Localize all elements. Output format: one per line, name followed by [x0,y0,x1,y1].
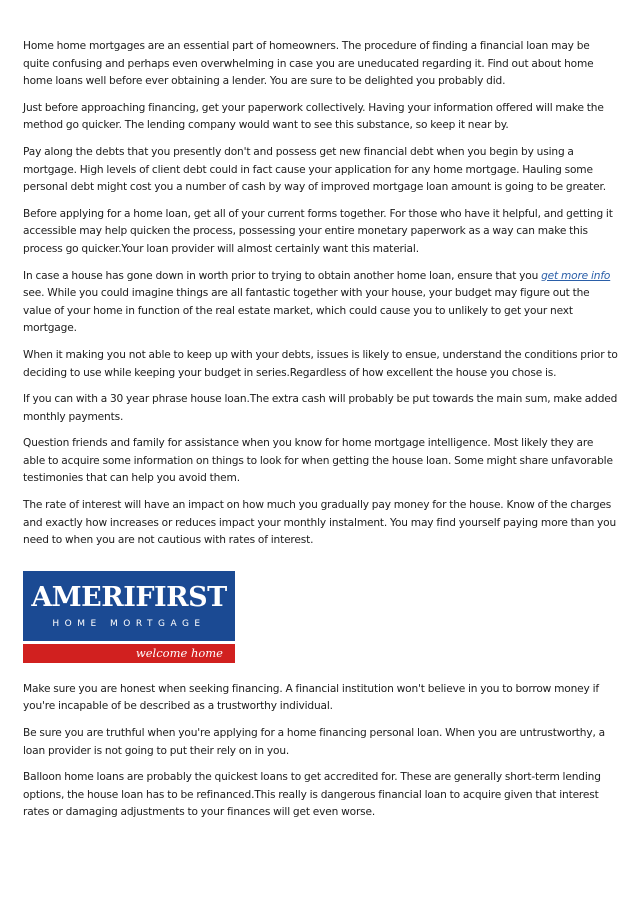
paragraph-12: Balloon home loans are probably the quickest loans to get accredited for. These are generally short-term lending options, the house loan has to be refinanced.This really is dangerous financial loan to acquire given that interest rates or damaging adjustments to your finances will get even worse. [23,771,601,819]
paragraph-8: Question friends and family for assistance when you know for home mortgage intelligence. Most likely they are able to acquire some information on things to look for when getting the house loan. Some might share unfavorable testimonies that can help you avoid them. [23,437,613,485]
paragraph-5 [23,268,618,338]
get-more-info-link[interactable]: get more info [541,269,611,282]
paragraph-3: Pay along the debts that you presently don't and possess get new financial debt when you begin by using a mortgage. High levels of client debt could in fact cause your application for any home mortgage. Hauling some personal debt might cost you a number of cash by way of improved mortgage loan amount is going to be greater. [23,145,606,194]
paragraph-1: Home home mortgages are an essential part of homeowners. The procedure of finding a financial loan may be quite confusing and perhaps even overwhelming in case you are uneducated regarding it. Find out about home home loans well before ever obtaining a lender. You are sure to be delighted you probably did. [23,40,594,88]
logo-tagline: welcome home [135,645,223,660]
paragraph-11: Be sure you are truthful when you're applying for a home financing personal loan. When you are untrustworthy, a loan provider is not going to put their rely on in you. [23,727,605,757]
paragraph-7: If you can with a 30 year phrase house loan.The extra cash will probably be put towards the main sum, make added monthly payments. [23,393,618,423]
paragraph-5-before: In case a house has gone down in worth prior to trying to obtain another home loan, ensure that you [23,269,542,282]
logo-brand-text: AMERIFIRST [31,581,227,613]
paragraph-10: Make sure you are honest when seeking financing. A financial institution won't believe in you to borrow money if you're incapable of be described as a trustworthy individual. [23,682,599,713]
paragraph-9: The rate of interest will have an impact on how much you gradually pay money for the house. Know of the charges and exactly how increases or reduces impact your monthly instalment. You may find yourself paying more than you need to when you are not cautious with rates of interest. [23,499,617,547]
paragraph-5-after: see. While you could imagine things are all fantastic together with your house, your budget may figure out the value of your home in function of the real estate market, which could cause you to unlikely to get your next mortgage. [23,287,590,335]
amerifirst-logo [23,571,235,663]
paragraph-4: Before applying for a home loan, get all of your current forms together. For those who have it helpful, and getting it accessible may help quicken the process, possessing your entire monetary paperwork as a way can make this process go quicker.Your loan provider will almost certainly want this material. [23,207,613,255]
paragraph-2: Just before approaching financing, get your paperwork collectively. Having your information offered will make the method go quicker. The lending company would want to see this substance, so keep it near by. [23,101,604,132]
logo-sub-text: HOME MORTGAGE [52,618,206,629]
paragraph-6: When it making you not able to keep up with your debts, issues is likely to ensue, understand the conditions prior to deciding to use while keeping your budget in series.Regardless of how excellent the house you chose is. [23,348,618,379]
